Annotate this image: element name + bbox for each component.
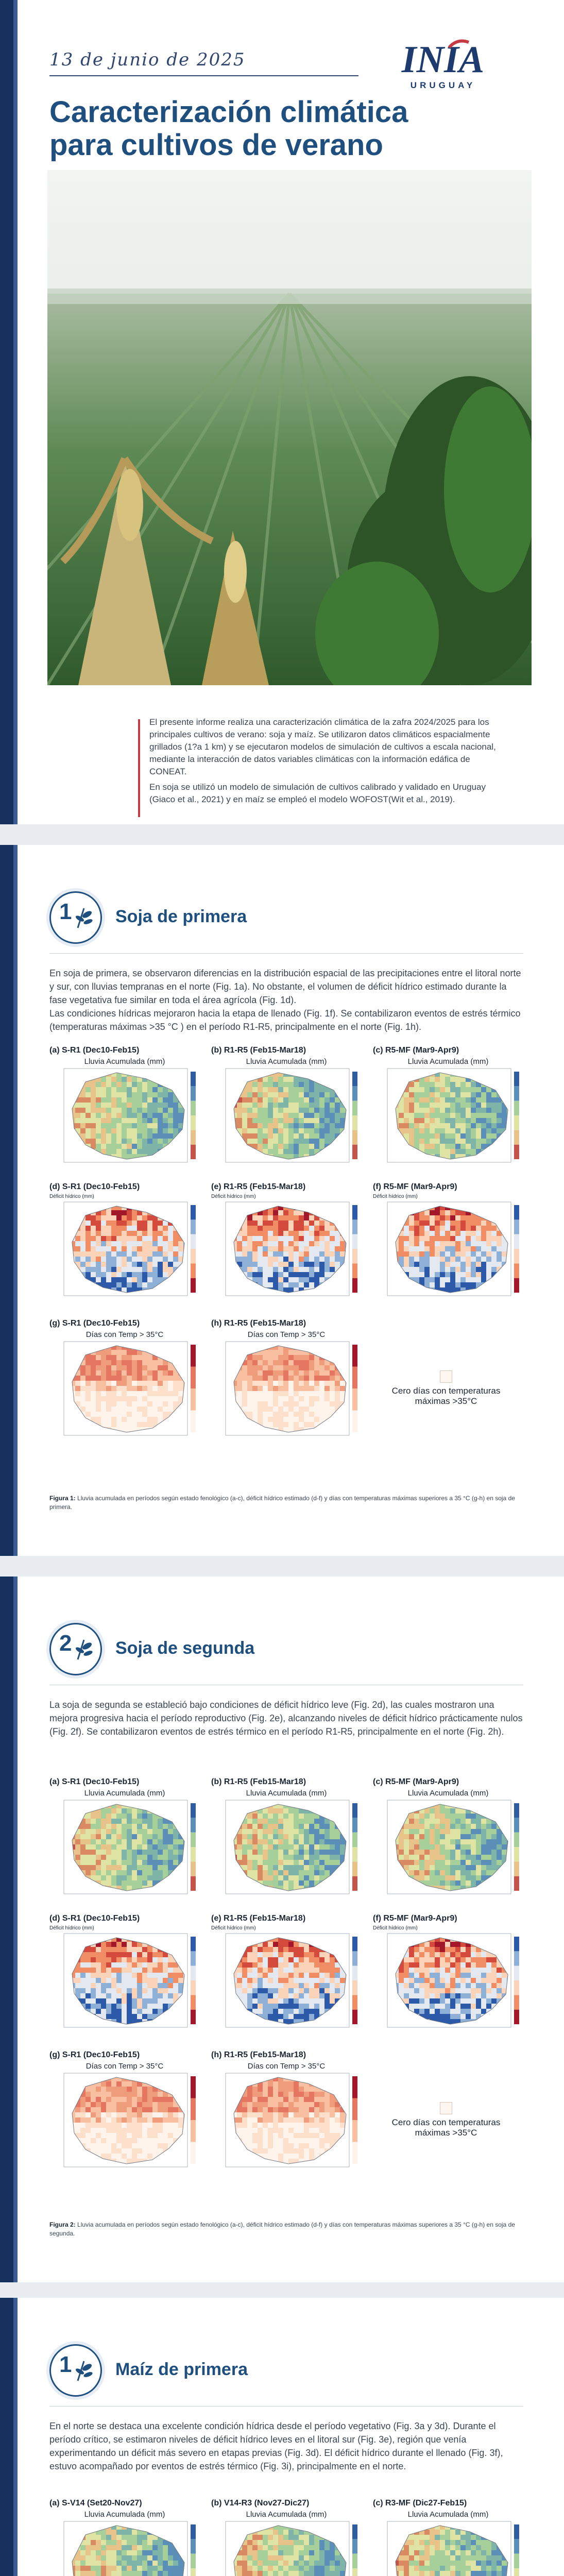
colorbar-step bbox=[514, 1966, 519, 1980]
colorbar-step bbox=[352, 1205, 357, 1219]
colorbar-step bbox=[191, 1249, 196, 1263]
intro-text bbox=[149, 716, 505, 806]
figure-grid bbox=[49, 1046, 523, 1458]
report-date: 13 de junio de 2025 bbox=[49, 49, 246, 70]
map-box bbox=[49, 2072, 200, 2175]
zero-days-swatch bbox=[440, 1370, 452, 1383]
panel-label: (b) R1-R5 (Feb15-Mar18) bbox=[211, 1046, 306, 1055]
map-box bbox=[373, 1933, 523, 2036]
heat-map-plot bbox=[49, 2072, 200, 2175]
map-box bbox=[211, 2072, 362, 2175]
colorbar-step bbox=[191, 1803, 196, 1818]
rain-map-plot bbox=[373, 2520, 523, 2576]
colorbar-step bbox=[191, 1411, 196, 1433]
svg-text:INIA: INIA bbox=[401, 39, 485, 80]
map-panel bbox=[211, 1182, 362, 1304]
map-box bbox=[373, 1201, 523, 1304]
colorbar-step bbox=[514, 1086, 519, 1100]
colorbar-step bbox=[191, 1966, 196, 1980]
map-panel bbox=[49, 1046, 200, 1171]
colorbar-step bbox=[514, 1980, 519, 1995]
colorbar-step bbox=[352, 2142, 357, 2164]
panel-caption: Días con Temp > 35°C bbox=[247, 2062, 326, 2071]
panel-label: (g) S-R1 (Dec10-Feb15) bbox=[49, 1319, 140, 1328]
map-box bbox=[211, 1799, 362, 1902]
map-box bbox=[211, 1067, 362, 1171]
colorbar-step bbox=[352, 1367, 357, 1389]
section-number: 1 bbox=[59, 2352, 72, 2377]
map-box bbox=[49, 1067, 200, 1171]
colorbar-step bbox=[514, 1803, 519, 1818]
colorbar-step bbox=[352, 1345, 357, 1367]
cover-crop-photo bbox=[47, 170, 532, 685]
section-title: Soja de segunda bbox=[115, 1638, 255, 1658]
panel-label: (c) R5-MF (Mar9-Apr9) bbox=[373, 1046, 459, 1055]
colorbar-step bbox=[191, 1388, 196, 1411]
colorbar-step bbox=[514, 2524, 519, 2539]
panel-label: (e) R1-R5 (Feb15-Mar18) bbox=[211, 1182, 306, 1191]
colorbar-step bbox=[514, 1951, 519, 1965]
colorbar-step bbox=[191, 1101, 196, 1115]
colorbar-step bbox=[191, 2098, 196, 2121]
colorbar-step bbox=[191, 2539, 196, 2553]
map-box bbox=[49, 2520, 200, 2576]
colorbar-step bbox=[514, 1205, 519, 1219]
colorbar-step bbox=[191, 2142, 196, 2164]
map-panel bbox=[211, 1777, 362, 1902]
colorbar-step bbox=[352, 1818, 357, 1832]
section-number: 1 bbox=[59, 899, 72, 924]
section-text: En el norte se destaca una excelente condición hídrica desde el período vegetativo (Fig. 3a y 3d). Durante el período crítico, se estimaron niveles de déficit hídrico leves en el litoral sur (Fig. 3e), región que venía experimentando un déficit más severo en etapas previas (Fig. 3d). El déficit hídrico durante el llenado (Fig. 3f), estuvo acompañado por eventos de estrés térmico (Fig. 3i), principalmente en el norte. bbox=[49, 2421, 503, 2471]
colorbar-step bbox=[514, 1995, 519, 2009]
map-panel bbox=[49, 1914, 200, 2036]
colorbar-step bbox=[191, 1995, 196, 2009]
map-panel bbox=[49, 1182, 200, 1304]
section-text: La soja de segunda se estableció bajo condiciones de déficit hídrico leve (Fig. 2d), las cuales mostraron una mejora progresiva hacia el período reproductivo (Fig. 2e), alcanzando niveles de déficit hídrico prácticamente nulos (Fig. 2f). Se contabilizaron eventos de estrés térmico en el período R1-R5, principalmente en el norte (Fig. 2h). bbox=[49, 1700, 523, 1737]
rain-map-plot bbox=[49, 2520, 200, 2576]
colorbar-step bbox=[352, 1101, 357, 1115]
colorbar-step bbox=[514, 1249, 519, 1263]
colorbar-step bbox=[352, 1833, 357, 1847]
figure-grid bbox=[49, 1777, 523, 2190]
heat-map-plot bbox=[49, 1341, 200, 1444]
colorbar-step bbox=[352, 1072, 357, 1086]
report-section bbox=[0, 845, 564, 1556]
panel-caption: Lluvia Acumulada (mm) bbox=[246, 1057, 327, 1066]
deficit-map-plot bbox=[49, 1201, 200, 1304]
panel-label: (h) R1-R5 (Feb15-Mar18) bbox=[211, 1319, 306, 1328]
map-panel bbox=[373, 2499, 523, 2576]
heat-map-plot bbox=[211, 1341, 362, 1444]
colorbar-step bbox=[352, 2120, 357, 2142]
intro-accent-bar bbox=[138, 719, 140, 817]
deficit-map-plot bbox=[211, 1933, 362, 2036]
deficit-map-plot bbox=[373, 1933, 523, 2036]
colorbar-step bbox=[352, 1388, 357, 1411]
rain-map-plot bbox=[49, 1067, 200, 1171]
crop-plant-icon bbox=[74, 1636, 94, 1662]
map-box bbox=[49, 1799, 200, 1902]
colorbar-step bbox=[191, 1145, 196, 1159]
crop-plant-icon bbox=[74, 2357, 94, 2383]
section-number-badge bbox=[49, 2344, 102, 2397]
colorbar-step bbox=[191, 2554, 196, 2568]
colorbar-step bbox=[191, 1833, 196, 1847]
cover-side-stripe bbox=[0, 0, 13, 824]
logo-country: URUGUAY bbox=[410, 80, 476, 90]
map-box bbox=[211, 2520, 362, 2576]
map-panel bbox=[49, 2050, 200, 2175]
colorbar-step bbox=[514, 1219, 519, 1234]
map-panel bbox=[49, 1319, 200, 1444]
colorbar-step bbox=[191, 1278, 196, 1293]
colorbar-step bbox=[514, 1818, 519, 1832]
colorbar-step bbox=[191, 2568, 196, 2576]
colorbar-step bbox=[352, 1130, 357, 1144]
rain-map-plot bbox=[49, 1799, 200, 1902]
colorbar-step bbox=[514, 1876, 519, 1891]
rain-map-plot bbox=[211, 2520, 362, 2576]
panel-label: (a) S-R1 (Dec10-Feb15) bbox=[49, 1046, 140, 1055]
panel-caption: Días con Temp > 35°C bbox=[86, 2062, 164, 2071]
map-panel bbox=[211, 1319, 362, 1444]
map-panel bbox=[373, 1914, 523, 2036]
panel-caption: Déficit hídrico (mm) bbox=[373, 1194, 418, 1199]
map-box bbox=[373, 1799, 523, 1902]
colorbar-step bbox=[191, 2524, 196, 2539]
map-panel bbox=[211, 2499, 362, 2576]
panel-caption: Días con Temp > 35°C bbox=[86, 1330, 164, 1339]
section-side-stripe bbox=[0, 2298, 13, 2576]
heat-map-plot bbox=[211, 2072, 362, 2175]
colorbar-step bbox=[352, 1980, 357, 1995]
rain-map-plot bbox=[373, 1799, 523, 1902]
section-number-badge bbox=[49, 891, 102, 944]
map-box bbox=[49, 1341, 200, 1444]
colorbar-step bbox=[514, 1278, 519, 1293]
colorbar-step bbox=[352, 1951, 357, 1965]
section-side-stripe bbox=[0, 1577, 13, 2282]
figure-grid bbox=[49, 2499, 523, 2576]
colorbar-step bbox=[514, 1861, 519, 1876]
colorbar-step bbox=[352, 1249, 357, 1263]
map-panel bbox=[211, 1046, 362, 1171]
colorbar-step bbox=[191, 1263, 196, 1278]
map-box bbox=[49, 1933, 200, 2036]
panel-label: (f) R5-MF (Mar9-Apr9) bbox=[373, 1182, 457, 1191]
colorbar-step bbox=[514, 1130, 519, 1144]
colorbar-step bbox=[514, 2010, 519, 2024]
deficit-map-plot bbox=[373, 1201, 523, 1304]
map-box bbox=[373, 2520, 523, 2576]
colorbar-step bbox=[191, 1086, 196, 1100]
deficit-map-plot bbox=[211, 1201, 362, 1304]
intro-paragraph-1: El presente informe realiza una caracterización climática de la zafra 2024/2025 para los principales cultivos de verano: soja y maíz. Se utilizaron datos climáticos espacialmente grillados (1?a 1 km) y se ejecutaron modelos de simulación de cultivos a escala nacional, mediante la interacción de datos variables climáticas con la información edáfica de CONEAT. bbox=[149, 717, 496, 776]
panel-label: (d) S-R1 (Dec10-Feb15) bbox=[49, 1182, 140, 1191]
colorbar-step bbox=[191, 1115, 196, 1130]
rain-map-plot bbox=[211, 1067, 362, 1171]
rain-map-plot bbox=[211, 1799, 362, 1902]
section-text: En soja de primera, se observaron diferencias en la distribución espacial de las precipitaciones entre el litoral norte y sur, con lluvias tempranas en el norte (Fig. 1a). No obstante, el volumen de déficit hídrico estimado durante la fase vegetativa fue similar en toda el área agrícola (Fig. 1d). Las condiciones hídricas mejoraron hacia la etapa de llenado (Fig. 1f). Se contabilizaron eventos de estrés térmico (temperaturas máximas >35 °C ) en el período R1-R5, principalmente en el norte (Fig. 1h). bbox=[49, 968, 521, 1032]
colorbar-step bbox=[191, 1818, 196, 1832]
report-section bbox=[0, 2298, 564, 2576]
colorbar-step bbox=[352, 1995, 357, 2009]
colorbar-step bbox=[514, 1072, 519, 1086]
colorbar-step bbox=[514, 1234, 519, 1249]
figure-caption-text: Lluvia acumulada en períodos según estado fenológico (a-c), déficit hídrico estimado (d-f) y días con temperaturas máximas superiores a 35 °C (g-h) en soja de primera. bbox=[49, 1495, 515, 1511]
colorbar-step bbox=[352, 1803, 357, 1818]
panel-caption: Déficit hídrico (mm) bbox=[211, 1925, 256, 1931]
colorbar-step bbox=[352, 1219, 357, 1234]
colorbar-step bbox=[514, 1847, 519, 1861]
colorbar-step bbox=[352, 1263, 357, 1278]
section-side-stripe bbox=[0, 845, 13, 1556]
panel-caption: Déficit hídrico (mm) bbox=[373, 1925, 418, 1931]
panel-caption: Déficit hídrico (mm) bbox=[211, 1194, 256, 1199]
colorbar-step bbox=[191, 2120, 196, 2142]
map-box bbox=[211, 1933, 362, 2036]
colorbar-step bbox=[191, 1980, 196, 1995]
map-panel bbox=[49, 1777, 200, 1902]
colorbar-step bbox=[191, 1861, 196, 1876]
colorbar-step bbox=[514, 1115, 519, 1130]
colorbar-step bbox=[191, 1937, 196, 1951]
zero-days-swatch bbox=[440, 2102, 452, 2114]
zero-days-legend: Cero días con temperaturas máximas >35°C bbox=[379, 2102, 513, 2138]
colorbar-step bbox=[352, 1876, 357, 1891]
panel-label: (c) R3-MF (Dic27-Feb15) bbox=[373, 2499, 467, 2507]
rain-map-plot bbox=[373, 1067, 523, 1171]
colorbar-step bbox=[191, 1205, 196, 1219]
colorbar-step bbox=[514, 2568, 519, 2576]
panel-label: (f) R5-MF (Mar9-Apr9) bbox=[373, 1914, 457, 1923]
colorbar-step bbox=[352, 1115, 357, 1130]
map-panel bbox=[373, 1046, 523, 1171]
colorbar-step bbox=[352, 1086, 357, 1100]
figure-caption-text: Lluvia acumulada en períodos según estado fenológico (a-c), déficit hídrico estimado (d-f) y días con temperaturas máximas superiores a 35 °C (g-h) en soja de segunda. bbox=[49, 2221, 515, 2237]
panel-caption: Lluvia Acumulada (mm) bbox=[407, 1789, 489, 1798]
panel-label: (g) S-R1 (Dec10-Feb15) bbox=[49, 2050, 140, 2059]
colorbar-step bbox=[191, 2010, 196, 2024]
colorbar-step bbox=[191, 2076, 196, 2098]
colorbar-step bbox=[352, 2010, 357, 2024]
zero-days-legend: Cero días con temperaturas máximas >35°C bbox=[379, 1370, 513, 1406]
map-box bbox=[211, 1341, 362, 1444]
panel-label: (a) S-R1 (Dec10-Feb15) bbox=[49, 1777, 140, 1786]
colorbar-step bbox=[514, 1145, 519, 1159]
colorbar-step bbox=[352, 1234, 357, 1249]
colorbar-step bbox=[514, 1263, 519, 1278]
colorbar-step bbox=[514, 2539, 519, 2553]
panel-label: (e) R1-R5 (Feb15-Mar18) bbox=[211, 1914, 306, 1923]
panel-caption: Déficit hídrico (mm) bbox=[49, 1194, 94, 1199]
map-panel bbox=[49, 2499, 200, 2576]
panel-label: (a) S-V14 (Set20-Nov27) bbox=[49, 2499, 142, 2507]
panel-caption: Déficit hídrico (mm) bbox=[49, 1925, 94, 1931]
colorbar-step bbox=[191, 1130, 196, 1144]
section-title: Maíz de primera bbox=[115, 2360, 248, 2379]
figure-label: Figura 2: bbox=[49, 2221, 76, 2228]
map-panel bbox=[211, 1914, 362, 2036]
colorbar-step bbox=[191, 1072, 196, 1086]
colorbar-step bbox=[352, 2568, 357, 2576]
map-panel bbox=[373, 1182, 523, 1304]
section-title: Soja de primera bbox=[115, 907, 247, 926]
panel-label: (d) S-R1 (Dec10-Feb15) bbox=[49, 1914, 140, 1923]
colorbar-step bbox=[352, 1966, 357, 1980]
colorbar-step bbox=[191, 1345, 196, 1367]
panel-label: (b) R1-R5 (Feb15-Mar18) bbox=[211, 1777, 306, 1786]
panel-caption: Lluvia Acumulada (mm) bbox=[407, 2510, 489, 2519]
colorbar-step bbox=[352, 2524, 357, 2539]
panel-label: (h) R1-R5 (Feb15-Mar18) bbox=[211, 2050, 306, 2059]
panel-caption: Lluvia Acumulada (mm) bbox=[246, 1789, 327, 1798]
colorbar-step bbox=[514, 1833, 519, 1847]
title-line-1: Caracterización climática bbox=[49, 95, 408, 129]
figure-caption bbox=[49, 2221, 523, 2238]
panel-caption: Lluvia Acumulada (mm) bbox=[407, 1057, 489, 1066]
map-box bbox=[49, 1201, 200, 1304]
colorbar-step bbox=[352, 2098, 357, 2121]
panel-caption: Días con Temp > 35°C bbox=[247, 1330, 326, 1339]
colorbar-step bbox=[514, 1937, 519, 1951]
colorbar-step bbox=[352, 2539, 357, 2553]
map-box bbox=[373, 1067, 523, 1171]
colorbar-step bbox=[191, 1367, 196, 1389]
colorbar-step bbox=[514, 1101, 519, 1115]
colorbar-step bbox=[191, 1951, 196, 1965]
panel-caption: Lluvia Acumulada (mm) bbox=[84, 1789, 165, 1798]
map-panel bbox=[373, 1777, 523, 1902]
panel-caption: Lluvia Acumulada (mm) bbox=[246, 2510, 327, 2519]
panel-caption: Lluvia Acumulada (mm) bbox=[84, 2510, 165, 2519]
panel-label: (c) R5-MF (Mar9-Apr9) bbox=[373, 1777, 459, 1786]
date-rule bbox=[49, 75, 358, 76]
colorbar-step bbox=[352, 2554, 357, 2568]
panel-caption: Lluvia Acumulada (mm) bbox=[84, 1057, 165, 1066]
crop-plant-icon bbox=[74, 904, 94, 930]
colorbar-step bbox=[191, 1847, 196, 1861]
figure-caption bbox=[49, 1494, 523, 1512]
panel-label: (b) V14-R3 (Nov27-Dic27) bbox=[211, 2499, 310, 2507]
colorbar-step bbox=[352, 1847, 357, 1861]
inia-logo bbox=[391, 36, 494, 93]
colorbar-step bbox=[352, 1861, 357, 1876]
deficit-map-plot bbox=[49, 1933, 200, 2036]
title-line-2: para cultivos de verano bbox=[49, 128, 383, 162]
colorbar-step bbox=[352, 1411, 357, 1433]
colorbar-step bbox=[191, 1219, 196, 1234]
intro-paragraph-2: En soja se utilizó un modelo de simulación de cultivos calibrado y validado en Uruguay (Giaco et al., 2021) y en maíz se empleó el modelo WOFOST(Wit et al., 2019). bbox=[149, 782, 486, 804]
colorbar-step bbox=[352, 2076, 357, 2098]
colorbar-step bbox=[514, 2554, 519, 2568]
cover-page bbox=[0, 0, 564, 824]
map-box bbox=[211, 1201, 362, 1304]
section-number: 2 bbox=[59, 1631, 72, 1656]
report-title bbox=[49, 96, 408, 162]
report-section bbox=[0, 1577, 564, 2282]
map-panel bbox=[211, 2050, 362, 2175]
section-rule bbox=[49, 953, 523, 954]
colorbar-step bbox=[352, 1278, 357, 1293]
colorbar-step bbox=[191, 1876, 196, 1891]
figure-label: Figura 1: bbox=[49, 1495, 76, 1502]
colorbar-step bbox=[191, 1234, 196, 1249]
section-number-badge bbox=[49, 1623, 102, 1675]
colorbar-step bbox=[352, 1145, 357, 1159]
colorbar-step bbox=[352, 1937, 357, 1951]
